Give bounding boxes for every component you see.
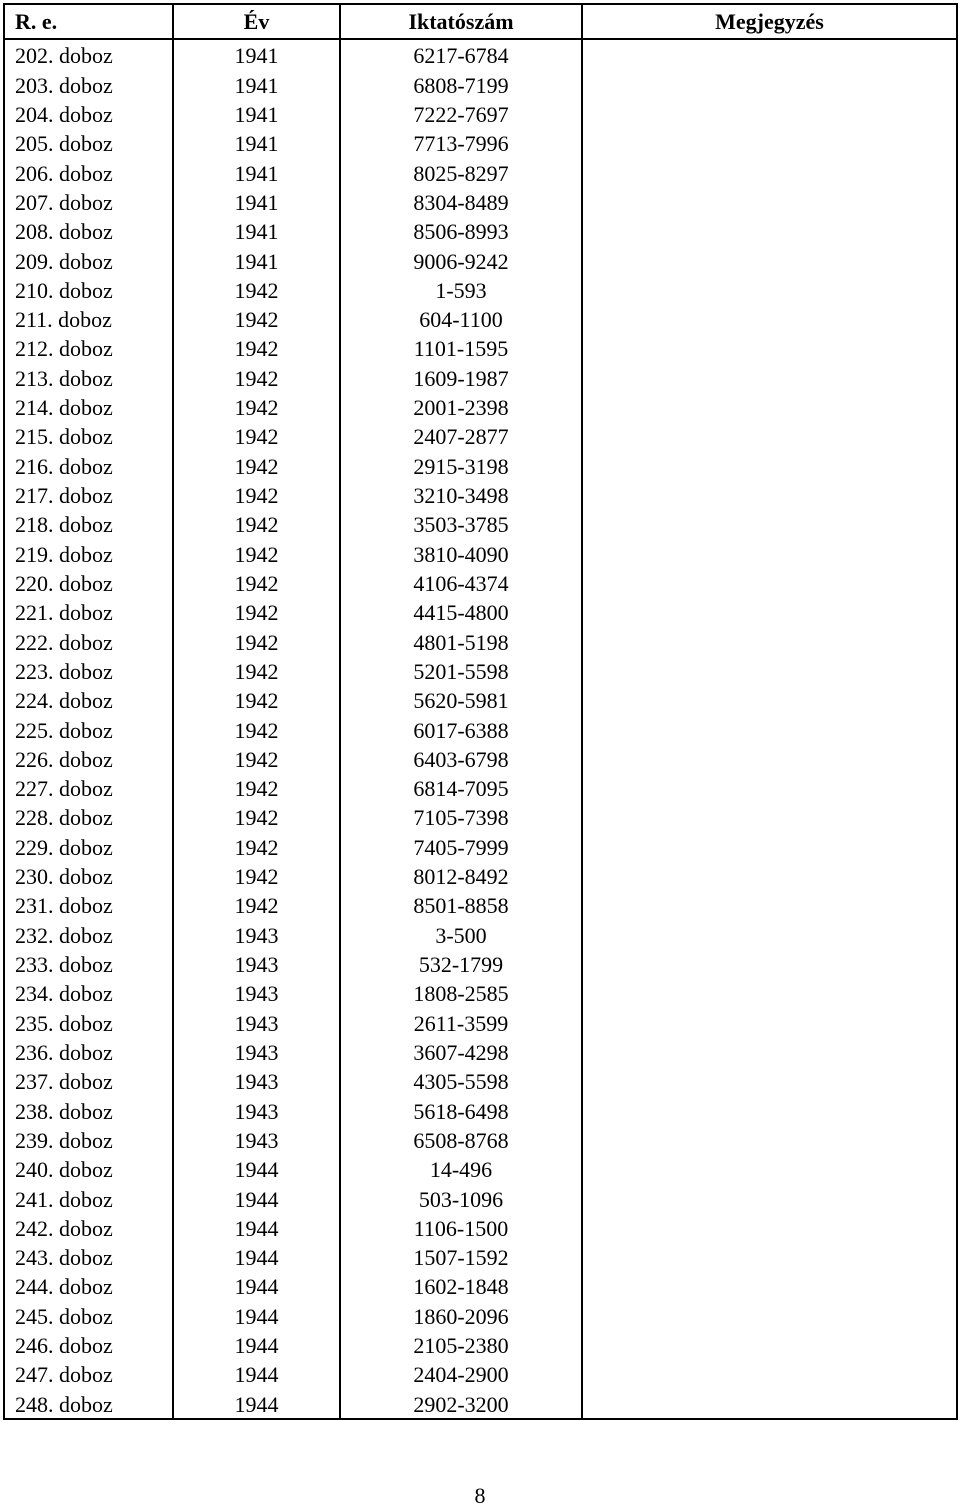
box-number-cell: 227. doboz <box>4 773 173 802</box>
table-row <box>4 1388 957 1418</box>
note-cell <box>582 421 957 450</box>
filing-number-cell: 3607-4298 <box>340 1037 582 1066</box>
table-row <box>4 128 957 157</box>
filing-number-cell: 7105-7398 <box>340 802 582 831</box>
table-row <box>4 1300 957 1329</box>
filing-number-cell: 2001-2398 <box>340 392 582 421</box>
filing-number-cell: 6814-7095 <box>340 773 582 802</box>
filing-number-cell: 6808-7199 <box>340 69 582 98</box>
table-row <box>4 1125 957 1154</box>
note-cell <box>582 392 957 421</box>
filing-number-cell: 7713-7996 <box>340 128 582 157</box>
table-body <box>4 39 957 1419</box>
box-number-cell: 215. doboz <box>4 421 173 450</box>
year-cell: 1942 <box>173 333 340 362</box>
note-cell <box>582 187 957 216</box>
year-cell: 1941 <box>173 39 340 69</box>
header-filing-number: Iktatószám <box>340 4 582 39</box>
note-cell <box>582 656 957 685</box>
year-cell: 1942 <box>173 831 340 860</box>
note-cell <box>582 978 957 1007</box>
box-number-cell: 204. doboz <box>4 99 173 128</box>
year-cell: 1944 <box>173 1183 340 1212</box>
note-cell <box>582 362 957 391</box>
filing-number-cell: 2902-3200 <box>340 1388 582 1418</box>
note-cell <box>582 157 957 186</box>
table-row <box>4 1154 957 1183</box>
note-cell <box>582 333 957 362</box>
note-cell <box>582 245 957 274</box>
note-cell <box>582 480 957 509</box>
table-row <box>4 480 957 509</box>
table-row <box>4 1271 957 1300</box>
box-number-cell: 242. doboz <box>4 1213 173 1242</box>
note-cell <box>582 890 957 919</box>
year-cell: 1944 <box>173 1271 340 1300</box>
header-box-number: R. e. <box>4 4 173 39</box>
box-number-cell: 244. doboz <box>4 1271 173 1300</box>
filing-number-cell: 4305-5598 <box>340 1066 582 1095</box>
table-row <box>4 69 957 98</box>
year-cell: 1943 <box>173 919 340 948</box>
filing-number-cell: 8012-8492 <box>340 861 582 890</box>
filing-number-cell: 1602-1848 <box>340 1271 582 1300</box>
box-number-cell: 240. doboz <box>4 1154 173 1183</box>
table-row <box>4 333 957 362</box>
note-cell <box>582 831 957 860</box>
year-cell: 1942 <box>173 890 340 919</box>
header-year: Év <box>173 4 340 39</box>
table-row <box>4 362 957 391</box>
table-row <box>4 304 957 333</box>
filing-number-cell: 8501-8858 <box>340 890 582 919</box>
filing-number-cell: 1507-1592 <box>340 1242 582 1271</box>
box-number-cell: 212. doboz <box>4 333 173 362</box>
table-row <box>4 802 957 831</box>
filing-number-cell: 6217-6784 <box>340 39 582 69</box>
year-cell: 1941 <box>173 128 340 157</box>
filing-number-cell: 3-500 <box>340 919 582 948</box>
table-row <box>4 1066 957 1095</box>
box-number-cell: 211. doboz <box>4 304 173 333</box>
filing-number-cell: 2611-3599 <box>340 1007 582 1036</box>
year-cell: 1942 <box>173 626 340 655</box>
box-number-cell: 248. doboz <box>4 1388 173 1418</box>
box-number-cell: 232. doboz <box>4 919 173 948</box>
year-cell: 1942 <box>173 392 340 421</box>
note-cell <box>582 802 957 831</box>
filing-number-cell: 4106-4374 <box>340 568 582 597</box>
year-cell: 1941 <box>173 69 340 98</box>
box-number-cell: 226. doboz <box>4 744 173 773</box>
note-cell <box>582 1359 957 1388</box>
filing-number-cell: 503-1096 <box>340 1183 582 1212</box>
filing-number-cell: 7405-7999 <box>340 831 582 860</box>
table-row <box>4 275 957 304</box>
table-row <box>4 949 957 978</box>
box-number-cell: 220. doboz <box>4 568 173 597</box>
year-cell: 1944 <box>173 1242 340 1271</box>
note-cell <box>582 919 957 948</box>
year-cell: 1944 <box>173 1388 340 1418</box>
box-number-cell: 236. doboz <box>4 1037 173 1066</box>
box-number-cell: 225. doboz <box>4 714 173 743</box>
box-number-cell: 223. doboz <box>4 656 173 685</box>
table-row <box>4 773 957 802</box>
box-number-cell: 205. doboz <box>4 128 173 157</box>
year-cell: 1942 <box>173 450 340 479</box>
table-row <box>4 1330 957 1359</box>
year-cell: 1942 <box>173 421 340 450</box>
filing-number-cell: 4415-4800 <box>340 597 582 626</box>
filing-number-cell: 14-496 <box>340 1154 582 1183</box>
note-cell <box>582 773 957 802</box>
note-cell <box>582 1095 957 1124</box>
filing-number-cell: 6403-6798 <box>340 744 582 773</box>
filing-number-cell: 5201-5598 <box>340 656 582 685</box>
year-cell: 1944 <box>173 1300 340 1329</box>
table-row <box>4 597 957 626</box>
box-number-cell: 247. doboz <box>4 1359 173 1388</box>
filing-number-cell: 7222-7697 <box>340 99 582 128</box>
box-number-cell: 203. doboz <box>4 69 173 98</box>
note-cell <box>582 1271 957 1300</box>
table-row <box>4 1095 957 1124</box>
table-header <box>4 4 957 39</box>
box-number-cell: 216. doboz <box>4 450 173 479</box>
filing-number-cell: 6508-8768 <box>340 1125 582 1154</box>
note-cell <box>582 744 957 773</box>
header-row <box>4 4 957 39</box>
table-row <box>4 626 957 655</box>
box-number-cell: 209. doboz <box>4 245 173 274</box>
table-row <box>4 1242 957 1271</box>
note-cell <box>582 597 957 626</box>
table-row <box>4 538 957 567</box>
year-cell: 1942 <box>173 304 340 333</box>
filing-number-cell: 9006-9242 <box>340 245 582 274</box>
filing-number-cell: 1808-2585 <box>340 978 582 1007</box>
filing-number-cell: 3810-4090 <box>340 538 582 567</box>
year-cell: 1942 <box>173 802 340 831</box>
table-row <box>4 187 957 216</box>
box-number-cell: 246. doboz <box>4 1330 173 1359</box>
filing-number-cell: 3210-3498 <box>340 480 582 509</box>
year-cell: 1942 <box>173 773 340 802</box>
filing-number-cell: 3503-3785 <box>340 509 582 538</box>
year-cell: 1942 <box>173 685 340 714</box>
note-cell <box>582 714 957 743</box>
table-row <box>4 744 957 773</box>
year-cell: 1943 <box>173 978 340 1007</box>
archive-register-table <box>3 3 958 1420</box>
year-cell: 1943 <box>173 1007 340 1036</box>
note-cell <box>582 128 957 157</box>
filing-number-cell: 1101-1595 <box>340 333 582 362</box>
filing-number-cell: 5618-6498 <box>340 1095 582 1124</box>
note-cell <box>582 538 957 567</box>
box-number-cell: 233. doboz <box>4 949 173 978</box>
note-cell <box>582 69 957 98</box>
box-number-cell: 237. doboz <box>4 1066 173 1095</box>
table-row <box>4 216 957 245</box>
year-cell: 1941 <box>173 245 340 274</box>
table-row <box>4 568 957 597</box>
note-cell <box>582 1330 957 1359</box>
filing-number-cell: 5620-5981 <box>340 685 582 714</box>
year-cell: 1942 <box>173 362 340 391</box>
box-number-cell: 218. doboz <box>4 509 173 538</box>
note-cell <box>582 99 957 128</box>
box-number-cell: 239. doboz <box>4 1125 173 1154</box>
year-cell: 1941 <box>173 99 340 128</box>
year-cell: 1943 <box>173 1037 340 1066</box>
box-number-cell: 221. doboz <box>4 597 173 626</box>
year-cell: 1942 <box>173 744 340 773</box>
year-cell: 1942 <box>173 568 340 597</box>
filing-number-cell: 2105-2380 <box>340 1330 582 1359</box>
table-row <box>4 157 957 186</box>
note-cell <box>582 1388 957 1418</box>
note-cell <box>582 1154 957 1183</box>
box-number-cell: 202. doboz <box>4 39 173 69</box>
note-cell <box>582 275 957 304</box>
note-cell <box>582 568 957 597</box>
table-row <box>4 1359 957 1388</box>
note-cell <box>582 1066 957 1095</box>
year-cell: 1942 <box>173 275 340 304</box>
box-number-cell: 238. doboz <box>4 1095 173 1124</box>
filing-number-cell: 8025-8297 <box>340 157 582 186</box>
note-cell <box>582 1007 957 1036</box>
box-number-cell: 222. doboz <box>4 626 173 655</box>
table-row <box>4 861 957 890</box>
table-row <box>4 919 957 948</box>
table-row <box>4 656 957 685</box>
filing-number-cell: 2915-3198 <box>340 450 582 479</box>
box-number-cell: 208. doboz <box>4 216 173 245</box>
note-cell <box>582 450 957 479</box>
note-cell <box>582 1300 957 1329</box>
table-row <box>4 421 957 450</box>
filing-number-cell: 2407-2877 <box>340 421 582 450</box>
note-cell <box>582 1183 957 1212</box>
table-row <box>4 1213 957 1242</box>
box-number-cell: 207. doboz <box>4 187 173 216</box>
filing-number-cell: 532-1799 <box>340 949 582 978</box>
table-row <box>4 450 957 479</box>
box-number-cell: 214. doboz <box>4 392 173 421</box>
table-row <box>4 685 957 714</box>
year-cell: 1942 <box>173 656 340 685</box>
year-cell: 1943 <box>173 1125 340 1154</box>
year-cell: 1944 <box>173 1213 340 1242</box>
table-row <box>4 1037 957 1066</box>
year-cell: 1942 <box>173 714 340 743</box>
box-number-cell: 241. doboz <box>4 1183 173 1212</box>
filing-number-cell: 604-1100 <box>340 304 582 333</box>
table-row <box>4 1007 957 1036</box>
year-cell: 1943 <box>173 949 340 978</box>
table-row <box>4 1183 957 1212</box>
table-row <box>4 831 957 860</box>
header-note: Megjegyzés <box>582 4 957 39</box>
table-row <box>4 245 957 274</box>
note-cell <box>582 861 957 890</box>
year-cell: 1942 <box>173 597 340 626</box>
year-cell: 1943 <box>173 1095 340 1124</box>
filing-number-cell: 1-593 <box>340 275 582 304</box>
year-cell: 1944 <box>173 1330 340 1359</box>
year-cell: 1941 <box>173 187 340 216</box>
filing-number-cell: 6017-6388 <box>340 714 582 743</box>
box-number-cell: 231. doboz <box>4 890 173 919</box>
year-cell: 1944 <box>173 1154 340 1183</box>
box-number-cell: 235. doboz <box>4 1007 173 1036</box>
box-number-cell: 217. doboz <box>4 480 173 509</box>
box-number-cell: 224. doboz <box>4 685 173 714</box>
filing-number-cell: 1609-1987 <box>340 362 582 391</box>
box-number-cell: 206. doboz <box>4 157 173 186</box>
year-cell: 1943 <box>173 1066 340 1095</box>
table-row <box>4 99 957 128</box>
filing-number-cell: 4801-5198 <box>340 626 582 655</box>
note-cell <box>582 949 957 978</box>
note-cell <box>582 39 957 69</box>
filing-number-cell: 2404-2900 <box>340 1359 582 1388</box>
filing-number-cell: 8506-8993 <box>340 216 582 245</box>
note-cell <box>582 1125 957 1154</box>
year-cell: 1942 <box>173 480 340 509</box>
table-row <box>4 509 957 538</box>
note-cell <box>582 216 957 245</box>
table-row <box>4 978 957 1007</box>
box-number-cell: 245. doboz <box>4 1300 173 1329</box>
year-cell: 1941 <box>173 157 340 186</box>
note-cell <box>582 626 957 655</box>
filing-number-cell: 1106-1500 <box>340 1213 582 1242</box>
year-cell: 1944 <box>173 1359 340 1388</box>
filing-number-cell: 1860-2096 <box>340 1300 582 1329</box>
year-cell: 1941 <box>173 216 340 245</box>
box-number-cell: 228. doboz <box>4 802 173 831</box>
year-cell: 1942 <box>173 538 340 567</box>
page-number: 8 <box>474 1483 486 1508</box>
box-number-cell: 213. doboz <box>4 362 173 391</box>
note-cell <box>582 304 957 333</box>
box-number-cell: 229. doboz <box>4 831 173 860</box>
box-number-cell: 234. doboz <box>4 978 173 1007</box>
note-cell <box>582 1213 957 1242</box>
table-row <box>4 392 957 421</box>
filing-number-cell: 8304-8489 <box>340 187 582 216</box>
note-cell <box>582 1037 957 1066</box>
year-cell: 1942 <box>173 509 340 538</box>
box-number-cell: 243. doboz <box>4 1242 173 1271</box>
note-cell <box>582 509 957 538</box>
box-number-cell: 219. doboz <box>4 538 173 567</box>
box-number-cell: 230. doboz <box>4 861 173 890</box>
box-number-cell: 210. doboz <box>4 275 173 304</box>
table-row <box>4 714 957 743</box>
note-cell <box>582 1242 957 1271</box>
table-row <box>4 890 957 919</box>
year-cell: 1942 <box>173 861 340 890</box>
note-cell <box>582 685 957 714</box>
table-row <box>4 39 957 69</box>
